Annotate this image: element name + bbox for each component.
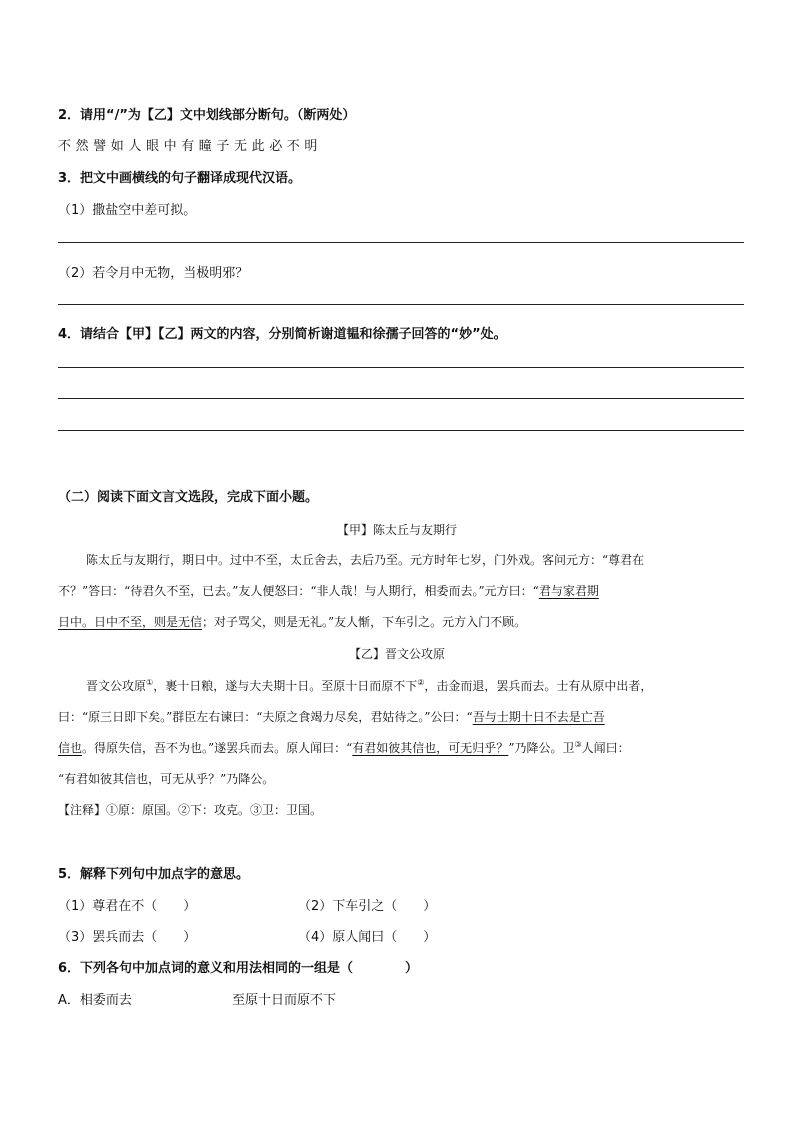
passage-text: 人闻曰： bbox=[581, 741, 630, 755]
passage-jia-line bbox=[58, 613, 526, 630]
passage-text: 晋文公攻原 bbox=[86, 679, 147, 693]
underlined-sentence: 君与家君期 bbox=[538, 584, 599, 598]
passage-text: 。得原失信，吾不为也。”遂罢兵而去。原人闻曰：“ bbox=[82, 741, 353, 755]
question-5-item-1: （1）尊君在不（ ） bbox=[58, 899, 197, 914]
question-5-item-2: （2）下车引之（ ） bbox=[298, 899, 437, 914]
option-a-label: A． bbox=[58, 993, 80, 1008]
passage-text: ；对子骂父，则是无礼。”友人惭，下车引之。元方入门不顾。 bbox=[202, 615, 527, 629]
footnote-marker: ③ bbox=[574, 740, 582, 749]
passage-jia-line: 陈太丘与友期行，期日中。过中不至，太丘舍去，去后乃至。元方时年七岁，门外戏。客问元方：“尊君在 bbox=[86, 553, 645, 567]
passage-text: 不？”答曰：“待君久不至，已去。”友人便怒曰：“非人哉！与人期行，相委而去。”元方曰：“ bbox=[58, 584, 539, 598]
answer-line[interactable] bbox=[58, 242, 744, 243]
option-a-phrase-2: 至原十日而原不下 bbox=[232, 993, 337, 1008]
passage-yi-line bbox=[86, 677, 652, 694]
footnote-marker: ① bbox=[146, 678, 154, 687]
answer-line[interactable] bbox=[58, 430, 744, 431]
passage-text: 曰：“原三日即下矣。”群臣左右谏曰：“夫原之食竭力尽矣，君姑待之。”公曰：“ bbox=[58, 710, 473, 724]
option-a[interactable] bbox=[58, 989, 132, 1008]
question-5-title: 5．解释下列句中加点字的意思。 bbox=[58, 867, 250, 882]
underlined-sentence: 吾与士期十日不去是亡吾 bbox=[472, 710, 605, 724]
question-5-item-4: （4）原人闻曰（ ） bbox=[298, 930, 437, 945]
passage-text: ，击金而退，罢兵而去。士有从原中出者， bbox=[424, 679, 653, 693]
question-3-item-1: （1）撒盐空中差可拟。 bbox=[58, 203, 197, 218]
passage-jia-title: 【甲】陈太丘与友期行 bbox=[336, 523, 457, 537]
underlined-sentence: 信也 bbox=[58, 741, 83, 755]
footnotes: 【注释】①原：原国。②下：攻克。③卫：卫国。 bbox=[58, 803, 323, 817]
passage-yi-line: “有君如彼其信也，可无从乎？”乃降公。 bbox=[58, 772, 275, 786]
answer-line[interactable] bbox=[58, 398, 744, 399]
section-2-heading: （二）阅读下面文言文选段，完成下面小题。 bbox=[58, 490, 319, 505]
question-6-title: 6．下列各句中加点词的意义和用法相同的一组是（ ） bbox=[58, 961, 419, 976]
passage-jia-line bbox=[58, 582, 599, 599]
question-2-title: 2．请用“/”为【乙】文中划线部分断句。（断两处） bbox=[58, 108, 356, 123]
passage-text: ，裹十日粮，遂与大夫期十日。至原十日而原不下 bbox=[153, 679, 418, 693]
passage-text: ”乃降公。卫 bbox=[508, 741, 575, 755]
answer-line[interactable] bbox=[58, 367, 744, 368]
underlined-sentence: 日中。日中不至，则是无信 bbox=[58, 615, 203, 629]
question-4-title: 4．请结合【甲】【乙】两文的内容，分别简析谢道韫和徐孺子回答的“妙”处。 bbox=[58, 327, 507, 342]
option-a-phrase-1: 相委而去 bbox=[79, 993, 132, 1008]
underlined-sentence: 有君如彼其信也，可无归乎？ bbox=[352, 741, 509, 755]
passage-yi-line bbox=[58, 739, 630, 756]
footnote-marker: ② bbox=[417, 678, 425, 687]
answer-line[interactable] bbox=[58, 304, 744, 305]
passage-yi-title: 【乙】晋文公攻原 bbox=[348, 647, 445, 661]
question-5-item-3: （3）罢兵而去（ ） bbox=[58, 930, 197, 945]
question-2-sentence: 不然譬如人眼中有瞳子无此必不明 bbox=[58, 139, 323, 154]
passage-yi-line bbox=[58, 708, 605, 725]
question-3-title: 3．把文中画横线的句子翻译成现代汉语。 bbox=[58, 171, 302, 186]
question-3-item-2: （2）若令月中无物，当极明邪？ bbox=[58, 266, 249, 281]
